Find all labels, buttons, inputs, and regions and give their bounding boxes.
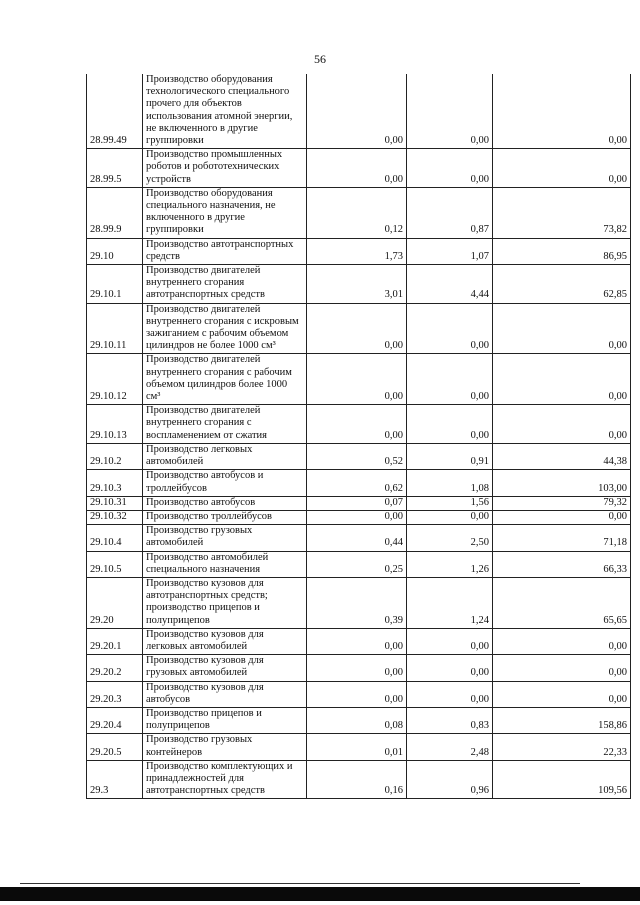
row-value-2-cell: 4,44: [407, 265, 493, 304]
row-code-cell: 29.10.3: [87, 470, 143, 496]
row-value-1-cell: 0,52: [307, 443, 407, 469]
table-row: [87, 74, 631, 149]
table-row: [87, 707, 631, 733]
table-row: [87, 655, 631, 681]
row-value-2-cell: 0,00: [407, 74, 493, 149]
table-row: [87, 577, 631, 628]
row-value-3-cell: 0,00: [493, 655, 631, 681]
table-row: [87, 149, 631, 188]
row-value-2-cell: 0,91: [407, 443, 493, 469]
row-value-3-cell: 65,65: [493, 577, 631, 628]
row-value-1-cell: 0,44: [307, 525, 407, 551]
row-value-3-cell: 44,38: [493, 443, 631, 469]
row-value-3-cell: 0,00: [493, 74, 631, 149]
row-value-2-cell: 0,00: [407, 628, 493, 654]
row-value-1-cell: 0,00: [307, 628, 407, 654]
row-value-2-cell: 0,00: [407, 303, 493, 354]
row-value-1-cell: 0,00: [307, 354, 407, 405]
row-code-cell: 29.20.4: [87, 707, 143, 733]
row-name-cell: Производство троллейбусов: [143, 510, 307, 524]
row-code-cell: 29.10.4: [87, 525, 143, 551]
row-value-3-cell: 0,00: [493, 405, 631, 444]
row-code-cell: 29.20.3: [87, 681, 143, 707]
row-value-2-cell: 1,26: [407, 551, 493, 577]
row-code-cell: 29.10.32: [87, 510, 143, 524]
row-value-2-cell: 1,24: [407, 577, 493, 628]
row-value-1-cell: 0,16: [307, 760, 407, 799]
row-value-1-cell: 0,12: [307, 187, 407, 238]
row-code-cell: 29.20.1: [87, 628, 143, 654]
row-name-cell: Производство оборудования технологического специального прочего для объектов использования атомной энергии, не включенного в другие группировки: [143, 74, 307, 149]
row-code-cell: 29.20: [87, 577, 143, 628]
row-name-cell: Производство двигателей внутреннего сгорания автотранспортных средств: [143, 265, 307, 304]
row-name-cell: Производство кузовов для автотранспортных средств; производство прицепов и полуприцепов: [143, 577, 307, 628]
row-value-3-cell: 158,86: [493, 707, 631, 733]
row-name-cell: Производство оборудования специального назначения, не включенного в другие группировки: [143, 187, 307, 238]
table-row: [87, 470, 631, 496]
row-value-2-cell: 0,87: [407, 187, 493, 238]
row-value-1-cell: 0,01: [307, 734, 407, 760]
row-value-3-cell: 86,95: [493, 238, 631, 264]
row-code-cell: 29.20.2: [87, 655, 143, 681]
row-code-cell: 29.10.5: [87, 551, 143, 577]
row-name-cell: Производство легковых автомобилей: [143, 443, 307, 469]
row-value-3-cell: 0,00: [493, 681, 631, 707]
row-value-2-cell: 1,56: [407, 496, 493, 510]
row-code-cell: 29.10.12: [87, 354, 143, 405]
row-value-1-cell: 0,39: [307, 577, 407, 628]
row-name-cell: Производство грузовых автомобилей: [143, 525, 307, 551]
row-value-2-cell: 1,07: [407, 238, 493, 264]
row-name-cell: Производство автобусов: [143, 496, 307, 510]
row-name-cell: Производство автобусов и троллейбусов: [143, 470, 307, 496]
row-value-3-cell: 0,00: [493, 303, 631, 354]
row-name-cell: Производство комплектующих и принадлежностей для автотранспортных средств: [143, 760, 307, 799]
row-value-2-cell: 0,00: [407, 681, 493, 707]
table-row: [87, 681, 631, 707]
row-value-1-cell: 0,00: [307, 681, 407, 707]
row-value-3-cell: 0,00: [493, 354, 631, 405]
row-value-2-cell: 0,00: [407, 405, 493, 444]
row-value-1-cell: 0,25: [307, 551, 407, 577]
table-row: [87, 628, 631, 654]
table-row: [87, 760, 631, 799]
table-row: [87, 354, 631, 405]
row-value-2-cell: 1,08: [407, 470, 493, 496]
row-value-2-cell: 0,96: [407, 760, 493, 799]
row-value-3-cell: 0,00: [493, 510, 631, 524]
row-name-cell: Производство автомобилей специального назначения: [143, 551, 307, 577]
table-row: [87, 187, 631, 238]
table-row: [87, 496, 631, 510]
row-name-cell: Производство двигателей внутреннего сгорания с воспламенением от сжатия: [143, 405, 307, 444]
row-value-1-cell: 0,07: [307, 496, 407, 510]
table-row: [87, 265, 631, 304]
row-name-cell: Производство кузовов для автобусов: [143, 681, 307, 707]
row-value-1-cell: 0,08: [307, 707, 407, 733]
row-value-3-cell: 71,18: [493, 525, 631, 551]
row-value-3-cell: 62,85: [493, 265, 631, 304]
row-value-2-cell: 0,00: [407, 149, 493, 188]
page-number: 56: [314, 52, 326, 66]
row-value-2-cell: 2,48: [407, 734, 493, 760]
row-value-1-cell: 1,73: [307, 238, 407, 264]
row-code-cell: 29.3: [87, 760, 143, 799]
row-value-3-cell: 103,00: [493, 470, 631, 496]
row-value-1-cell: 0,00: [307, 303, 407, 354]
statistics-table: [86, 74, 631, 799]
row-name-cell: Производство промышленных роботов и робототехнических устройств: [143, 149, 307, 188]
row-name-cell: Производство грузовых контейнеров: [143, 734, 307, 760]
row-name-cell: Производство автотранспортных средств: [143, 238, 307, 264]
row-value-3-cell: 0,00: [493, 149, 631, 188]
table-row: [87, 734, 631, 760]
row-value-1-cell: 0,00: [307, 510, 407, 524]
row-value-2-cell: 0,83: [407, 707, 493, 733]
row-value-3-cell: 73,82: [493, 187, 631, 238]
table-row: [87, 443, 631, 469]
row-name-cell: Производство двигателей внутреннего сгорания с рабочим объемом цилиндров более 1000 см³: [143, 354, 307, 405]
row-name-cell: Производство кузовов для грузовых автомобилей: [143, 655, 307, 681]
row-value-3-cell: 0,00: [493, 628, 631, 654]
table-row: [87, 525, 631, 551]
row-value-3-cell: 79,32: [493, 496, 631, 510]
scan-edge-band: [0, 887, 640, 901]
row-name-cell: Производство двигателей внутреннего сгорания с искровым зажиганием с рабочим объемом цилиндров не более 1000 см³: [143, 303, 307, 354]
row-value-3-cell: 66,33: [493, 551, 631, 577]
table-row: [87, 303, 631, 354]
row-value-1-cell: 0,00: [307, 405, 407, 444]
row-code-cell: 29.10: [87, 238, 143, 264]
row-name-cell: Производство прицепов и полуприцепов: [143, 707, 307, 733]
row-value-1-cell: 0,00: [307, 74, 407, 149]
row-code-cell: 29.10.13: [87, 405, 143, 444]
scan-edge-line: [20, 883, 580, 884]
row-value-2-cell: 0,00: [407, 354, 493, 405]
row-code-cell: 29.20.5: [87, 734, 143, 760]
table-row: [87, 238, 631, 264]
table-row: [87, 510, 631, 524]
row-value-2-cell: 0,00: [407, 510, 493, 524]
table-row: [87, 405, 631, 444]
row-code-cell: 29.10.11: [87, 303, 143, 354]
row-name-cell: Производство кузовов для легковых автомобилей: [143, 628, 307, 654]
row-code-cell: 28.99.5: [87, 149, 143, 188]
row-value-1-cell: 3,01: [307, 265, 407, 304]
row-code-cell: 29.10.31: [87, 496, 143, 510]
row-value-2-cell: 2,50: [407, 525, 493, 551]
row-code-cell: 29.10.1: [87, 265, 143, 304]
row-code-cell: 28.99.9: [87, 187, 143, 238]
row-value-1-cell: 0,00: [307, 655, 407, 681]
row-value-2-cell: 0,00: [407, 655, 493, 681]
row-code-cell: 28.99.49: [87, 74, 143, 149]
row-value-3-cell: 109,56: [493, 760, 631, 799]
row-code-cell: 29.10.2: [87, 443, 143, 469]
table-row: [87, 551, 631, 577]
row-value-1-cell: 0,62: [307, 470, 407, 496]
row-value-1-cell: 0,00: [307, 149, 407, 188]
row-value-3-cell: 22,33: [493, 734, 631, 760]
